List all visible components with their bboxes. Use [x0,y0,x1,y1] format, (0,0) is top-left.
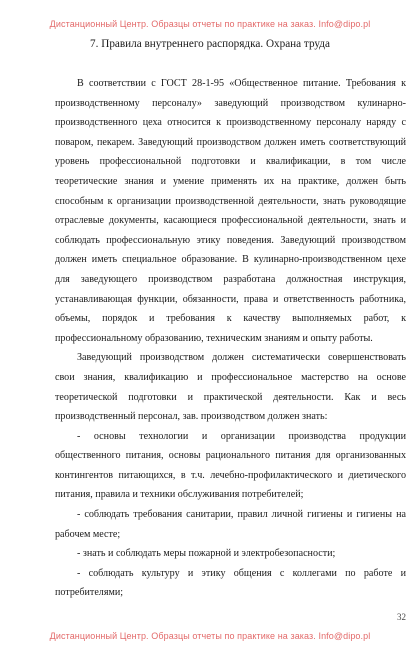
header-watermark: Дистанционный Центр. Образцы отчеты по практике на заказ. Info@dipo.pl [49,19,371,29]
paragraph: В соответствии с ГОСТ 28-1-95 «Общественное питание. Требования к производственному персоналу» заведующий производством кулинарно-производственного цеха относится к производственному персоналу наряду с поваром, пекарем. Заведующий производством должен иметь соответствующий уровень профессиональной подготовки и квалификации, в том числе теоретические знания и умение применять их на практике, должен быть способным к организации производственной деятельности, знать руководящие отраслевые документы, касающиеся профессиональной деятельности, знать и соблюдать профессиональную этику поведения. Заведующий производством должен иметь специальное образование. В кулинарно-производственном цехе для заведующего производством разработана должностная инструкция, устанавливающая функции, обязанности, права и ответственность работника, объемы, порядок и требования к качеству выполняемых работ, к профессиональному образованию, техническим знаниям и опыту работы. [55,78,406,344]
document-body [55,74,406,603]
list-item: - соблюдать культуру и этику общения с коллегами по работе и потребителями; [55,567,406,599]
list-item: - знать и соблюдать меры пожарной и электробезопасности; [77,548,336,560]
page-number: 32 [397,612,406,622]
paragraph: Заведующий производством должен систематически совершенствовать свои знания, квалификацию и профессиональное мастерство на основе теоретической подготовки и практической деятельности. Как и весь производственный персонал, зав. производством должен знать: [55,352,406,423]
footer-watermark: Дистанционный Центр. Образцы отчеты по практике на заказ. Info@dipo.pl [49,631,371,641]
list-item: - соблюдать требования санитарии, правил личной гигиены и гигиены на рабочем месте; [55,509,406,540]
list-item: - основы технологии и организации производства продукции общественного питания, основы рационального питания для организованных контингентов питающихся, в т.ч. лечебно-профилактического и диетического питания, правила и техники обслуживания потребителей; [55,430,406,501]
section-title: 7. Правила внутреннего распорядка. Охрана труда [90,38,330,50]
